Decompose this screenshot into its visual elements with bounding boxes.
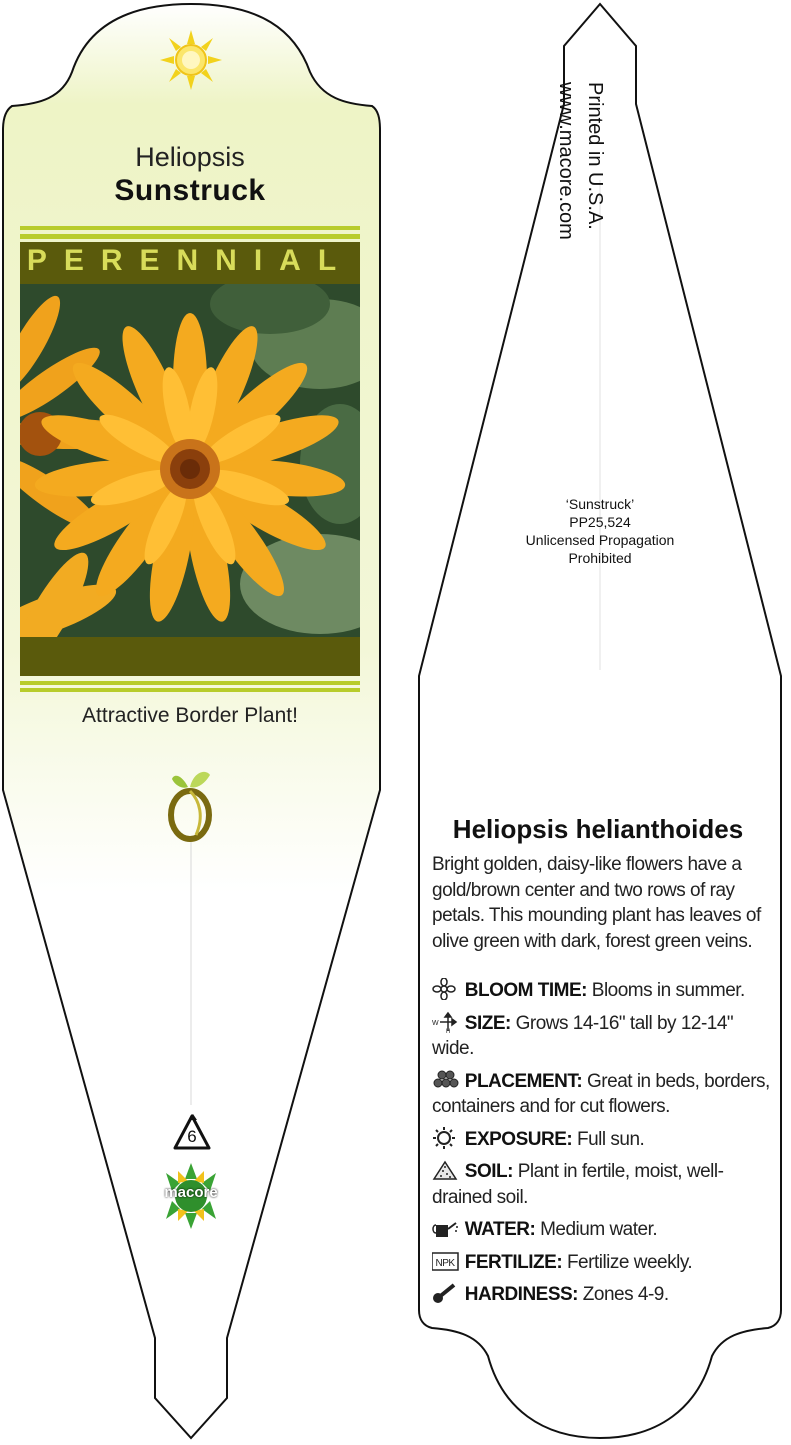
soil-icon	[432, 1159, 460, 1181]
tagline: Attractive Border Plant!	[82, 704, 298, 727]
care-label: FERTILIZE:	[464, 1251, 563, 1273]
sun-icon	[160, 30, 222, 90]
care-text: Great in beds, borders, containers and for cut flowers.	[432, 1070, 770, 1117]
plant-genus: Heliopsis	[135, 142, 245, 172]
legal-line: ‘Sunstruck’	[565, 496, 635, 512]
care-item-exposure	[432, 1127, 777, 1153]
care-text: Fertilize weekly.	[566, 1251, 693, 1273]
website-url[interactable]: www.macore.com	[555, 82, 577, 240]
svg-text:H: H	[446, 1028, 450, 1033]
care-item-fertilize	[432, 1250, 777, 1276]
care-item-hardiness	[432, 1282, 777, 1308]
care-list	[432, 978, 777, 1315]
svg-text:W: W	[432, 1019, 439, 1027]
care-item-water	[432, 1217, 777, 1243]
care-label: SOIL:	[464, 1161, 513, 1182]
care-item-bloom-time	[432, 978, 777, 1004]
care-label: HARDINESS:	[464, 1284, 579, 1305]
size-icon	[432, 1011, 460, 1033]
legal-notice	[480, 495, 720, 567]
care-item-soil	[432, 1159, 777, 1210]
care-label: SIZE:	[464, 1012, 511, 1034]
care-text: Grows 14-16" tall by 12-14" wide.	[432, 1012, 734, 1059]
plant-cultivar: Sunstruck	[114, 174, 266, 207]
svg-text:NPK: NPK	[435, 1257, 455, 1269]
care-text: Full sun.	[576, 1128, 645, 1150]
care-text: Zones 4-9.	[582, 1284, 669, 1305]
legal-line: PP25,524	[569, 514, 631, 530]
thermometer-icon	[432, 1282, 460, 1304]
care-label: PLACEMENT:	[464, 1070, 583, 1092]
care-item-placement	[432, 1069, 777, 1120]
care-text: Blooms in summer.	[591, 980, 745, 1001]
botanical-name: Heliopsis helianthoides	[452, 814, 744, 844]
care-label: WATER:	[464, 1219, 536, 1240]
care-text: Plant in fertile, moist, well-drained soil.	[432, 1161, 724, 1208]
care-item-size	[432, 1011, 777, 1062]
brand-name: macore	[164, 1184, 218, 1201]
legal-line: Unlicensed Propagation	[525, 532, 675, 548]
plant-photo	[20, 284, 360, 637]
printed-in-usa: Printed in U.S.A.	[584, 82, 606, 230]
care-label: EXPOSURE:	[464, 1128, 573, 1150]
recycle-code: 6	[187, 1127, 197, 1146]
sun-exposure-icon	[432, 1127, 460, 1149]
plant-description: Bright golden, daisy-like flowers have a gold/brown center and two rows of ray petals. This mounding plant has leaves of olive green with dark, forest green veins.	[432, 854, 761, 952]
seedling-logo-icon	[160, 765, 220, 845]
legal-line: Prohibited	[568, 550, 632, 566]
placement-icon	[432, 1069, 460, 1091]
npk-icon	[432, 1250, 460, 1272]
category-label: PERENNIAL	[26, 244, 354, 277]
care-label: BLOOM TIME:	[464, 980, 587, 1001]
bloom-icon	[432, 978, 460, 1000]
care-text: Medium water.	[540, 1219, 658, 1240]
photo-bottom-band	[20, 637, 360, 676]
watering-can-icon	[432, 1217, 460, 1239]
